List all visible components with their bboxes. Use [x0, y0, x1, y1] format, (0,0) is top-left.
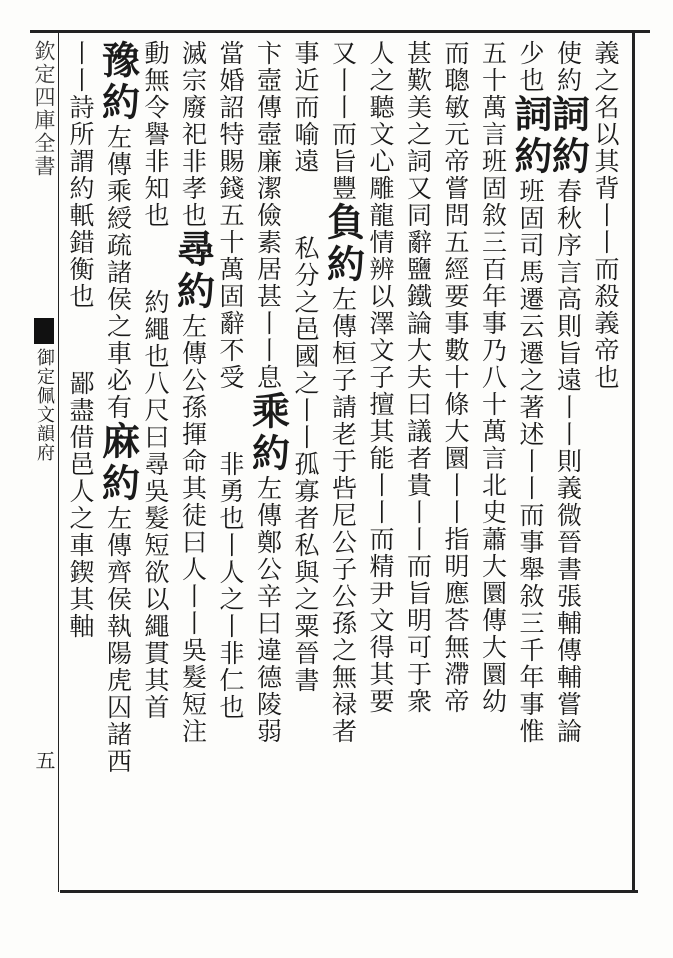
text-column	[320, 40, 366, 880]
text-column	[403, 40, 433, 880]
text-column	[478, 40, 508, 880]
headword: 詞約	[545, 94, 591, 178]
column-text: 左傳齊侯執陽虎囚諸西	[103, 505, 133, 775]
text-column	[215, 40, 245, 880]
text-column	[95, 40, 141, 880]
text-column	[170, 40, 216, 880]
column-text: 卞壼傳壼廉潔儉素居甚丨丨息	[253, 40, 283, 391]
frame-right-border	[632, 30, 635, 892]
column-text: 當婚詔特賜錢五十萬固辭不受	[216, 40, 245, 391]
text-column	[545, 40, 591, 880]
book-title: 御定佩文韻府	[34, 348, 55, 462]
text-column	[290, 40, 320, 880]
page-margin-strip	[30, 30, 58, 890]
text-column	[365, 40, 395, 880]
headword: 尋約	[170, 229, 216, 313]
column-text: 丨丨詩所謂約軝錯衡也	[66, 40, 95, 310]
fish-tail-mark	[34, 318, 54, 344]
column-text: 鄙盡借邑人之車鍥其軸	[66, 370, 95, 640]
frame-top-border	[30, 30, 650, 33]
column-text: 左傳公孫揮命其徒曰人丨丨吳髮短注	[178, 313, 208, 745]
headword: 乘約	[245, 391, 291, 475]
text-column	[140, 40, 170, 880]
column-text: 又丨丨而旨豐	[328, 40, 358, 202]
column-text: 而聰敏元帝嘗問五經要事數十條大圜丨丨指明應荅無滯帝	[441, 40, 470, 715]
column-text: 私分之邑國之丨丨孤寡者私與之粟晉書	[291, 235, 320, 694]
frame-bottom-border	[60, 890, 638, 893]
column-text: 班固司馬遷云遷之著述丨丨而事舉敘三千年事惟	[516, 178, 545, 745]
column-text: 滅宗廢祀非孝也	[178, 40, 208, 229]
column-text: 甚歎美之詞又同辭鹽鐵論大夫曰議者貴丨丨而旨明可于衆	[403, 40, 433, 715]
column-text: 義之名以其背丨丨而殺義帝也	[591, 40, 620, 391]
column-text: 少也	[516, 40, 545, 94]
text-column	[590, 40, 620, 880]
column-text: 左傳桓子請老于呰尼公子公孫之無禄者	[328, 286, 358, 745]
column-text: 事近而喻遠	[291, 40, 320, 175]
text-column	[440, 40, 470, 880]
text-column	[245, 40, 291, 880]
headword: 豫約	[95, 40, 141, 124]
page-number: 五	[32, 750, 56, 772]
column-text: 人之聽文心雕龍情辨以澤文子擅其能丨丨而精尹文得其要	[366, 40, 395, 715]
headword: 麻約	[95, 421, 141, 505]
frame-left-border	[58, 30, 59, 892]
headword: 負約	[320, 202, 366, 286]
column-text: 使約	[553, 40, 583, 94]
library-title: 欽定四庫全書	[32, 40, 56, 178]
column-text: 春秋序言高則旨遠丨丨則義微晉書張輔傳輔嘗論	[553, 178, 583, 745]
column-text: 非勇也丨人之丨非仁也	[216, 451, 245, 721]
text-column	[508, 40, 553, 880]
headword: 詞約	[508, 94, 553, 178]
column-text: 左傳乘綬疏諸侯之車必有	[103, 124, 133, 421]
column-text: 約繩也八尺曰尋吳髮短欲以繩貫其首	[141, 289, 170, 721]
column-text: 五十萬言班固敘三百年事乃八十萬言北史蕭大圜傳大圜幼	[478, 40, 508, 715]
column-text: 動無令譽非知也	[141, 40, 170, 229]
column-text: 左傳鄭公辛曰違德陵弱	[253, 475, 283, 745]
text-column	[65, 40, 95, 880]
